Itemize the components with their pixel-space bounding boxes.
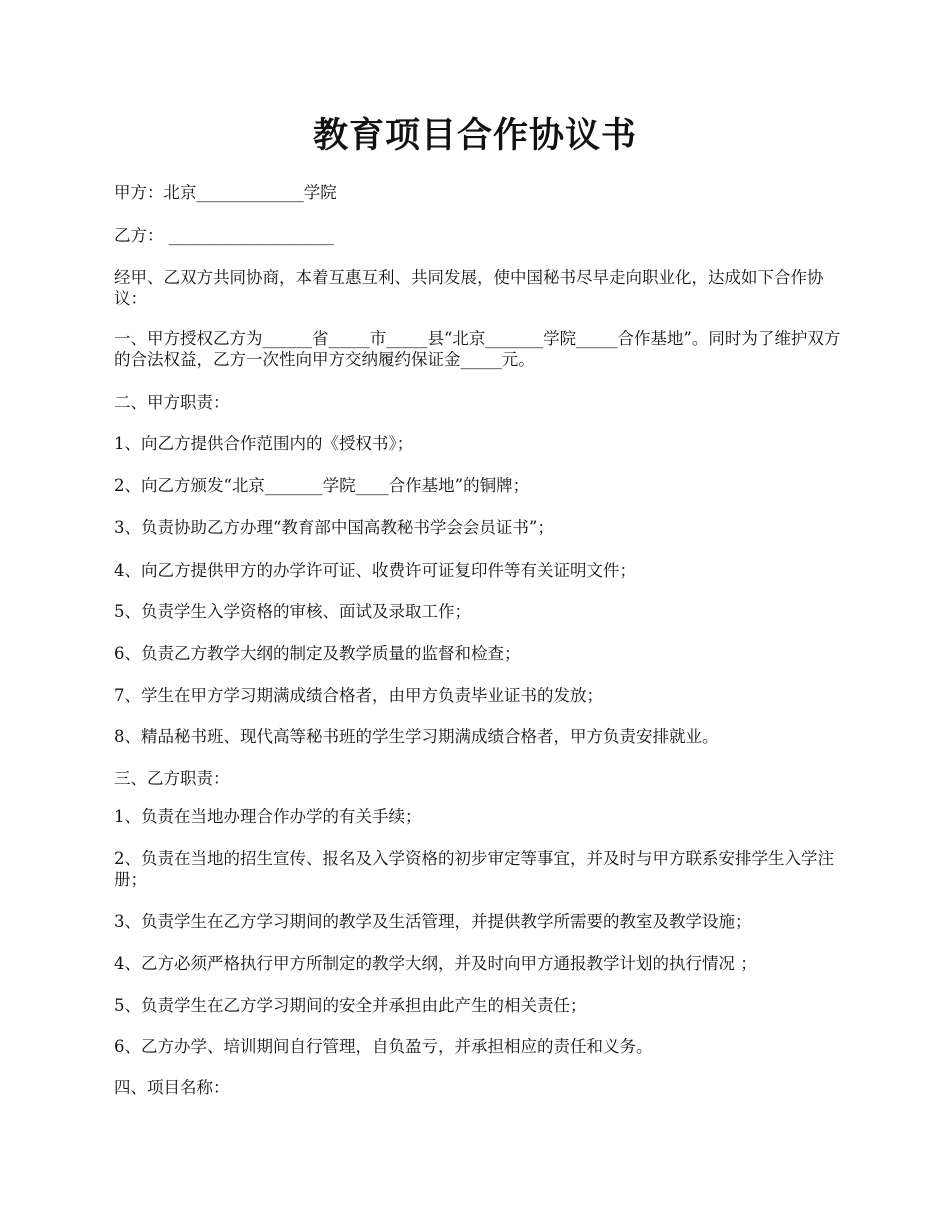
document-title: 教育项目合作协议书 — [312, 116, 637, 156]
list-item: 2、负责在当地的招生宣传、报名及入学资格的初步审定等事宜，并及时与甲方联系安排学生入学注册； — [114, 849, 834, 889]
list-item: 6、乙方办学、培训期间自行管理，自负盈亏，并承担相应的责任和义务。 — [114, 1037, 653, 1056]
list-item: 1、向乙方提供合作范围内的《授权书》； — [114, 434, 414, 453]
list-item: 4、乙方必须严格执行甲方所制定的教学大纲，并及时向甲方通报教学计划的执行情况 ； — [114, 954, 757, 973]
list-item: 3、负责协助乙方办理“教育部中国高教秘书学会会员证书”； — [114, 518, 554, 537]
list-item: 6、负责乙方教学大纲的制定及教学质量的监督和检查； — [114, 644, 521, 663]
list-item: 3、负责学生在乙方学习期间的教学及生活管理，并提供教学所需要的教室及教学设施； — [114, 912, 752, 931]
party-a-line: 甲方：北京_____________学院 — [114, 183, 337, 202]
party-b-line: 乙方： ____________________ — [114, 226, 334, 245]
list-item: 8、精品秘书班、现代高等秘书班的学生学习期满成绩合格者，甲方负责安排就业。 — [114, 727, 719, 746]
section-heading-party-b: 三、乙方职责： — [114, 769, 230, 788]
clause-one-paragraph: 一、甲方授权乙方为______省_____市_____县“北京_______学院_____合作基地”。同时为了维护双方的合法权益，乙方一次性向甲方交纳履约保证金_____元。 — [114, 329, 841, 369]
list-item: 4、向乙方提供甲方的办学许可证、收费许可证复印件等有关证明文件； — [114, 561, 636, 580]
list-item: 1、负责在当地办理合作办学的有关手续； — [114, 807, 422, 826]
intro-paragraph: 经甲、乙双方共同协商，本着互惠互利、共同发展，使中国秘书尽早走向职业化，达成如下合作协议： — [114, 268, 824, 308]
section-heading-party-a: 二、甲方职责： — [114, 393, 230, 412]
list-item: 7、学生在甲方学习期满成绩合格者，由甲方负责毕业证书的发放； — [114, 686, 603, 705]
list-item: 2、向乙方颁发“北京_______学院____合作基地”的铜牌； — [114, 476, 530, 495]
list-item: 5、负责学生在乙方学习期间的安全并承担由此产生的相关责任； — [114, 996, 587, 1015]
section-heading-project-name: 四、项目名称： — [114, 1078, 230, 1097]
list-item: 5、负责学生入学资格的审核、面试及录取工作； — [114, 602, 471, 621]
